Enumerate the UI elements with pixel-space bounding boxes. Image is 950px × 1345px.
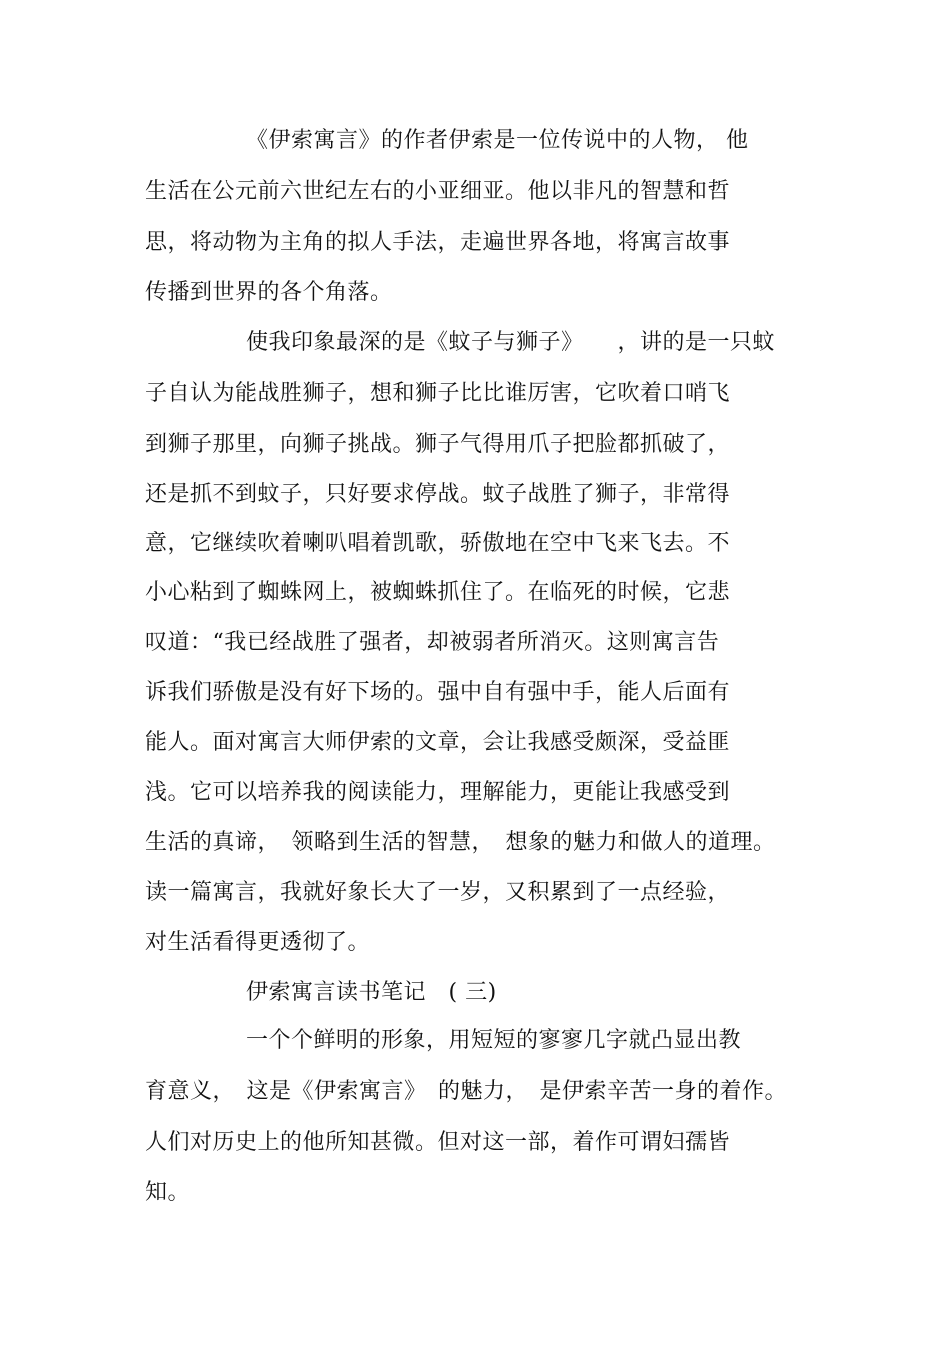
paragraph-2-line-13: 对生活看得更透彻了。 [145, 930, 371, 955]
section-heading: 伊索寓言读书笔记 ( 三) [246, 980, 497, 1005]
paragraph-2-line-9: 能人。面对寓言大师伊索的文章，会让我感受颇深，受益匪 [145, 730, 731, 755]
paragraph-1-line-2: 生活在公元前六世纪左右的小亚细亚。他以非凡的智慧和哲 [145, 179, 731, 204]
paragraph-2-line-8: 诉我们骄傲是没有好下场的。强中自有强中手，能人后面有 [145, 680, 731, 705]
paragraph-1-line-3: 思，将动物为主角的拟人手法，走遍世界各地，将寓言故事 [145, 230, 731, 255]
paragraph-2-line-5: 意，它继续吹着喇叭唱着凯歌，骄傲地在空中飞来飞去。不 [145, 531, 731, 556]
paragraph-1-line-1: 《伊索寓言》的作者伊索是一位传说中的人物， 他 [246, 128, 749, 153]
paragraph-3-line-2: 育意义， 这是《伊索寓言》 的魅力， 是伊索辛苦一身的着作。 [145, 1079, 788, 1104]
paragraph-2-line-4: 还是抓不到蚊子，只好要求停战。蚊子战胜了狮子，非常得 [145, 482, 731, 507]
paragraph-2-line-3: 到狮子那里，向狮子挑战。狮子气得用爪子把脸都抓破了， [145, 432, 731, 457]
paragraph-2-line-12: 读一篇寓言，我就好象长大了一岁，又积累到了一点经验， [145, 880, 731, 905]
paragraph-3-line-4: 知。 [145, 1180, 191, 1205]
paragraph-2-line-10: 浅。它可以培养我的阅读能力，理解能力，更能让我感受到 [145, 780, 731, 805]
paragraph-1-line-4: 传播到世界的各个角落。 [145, 280, 393, 305]
paragraph-2-line-6: 小心粘到了蜘蛛网上，被蜘蛛抓住了。在临死的时候，它悲 [145, 580, 731, 605]
paragraph-3-line-3: 人们对历史上的他所知甚微。但对这一部，着作可谓妇孺皆 [145, 1130, 731, 1155]
paragraph-3-line-1: 一个个鲜明的形象，用短短的寥寥几字就凸显出教 [246, 1028, 742, 1053]
paragraph-2-line-7: 叹道：“我已经战胜了强者，却被弱者所消灭。这则寓言告 [145, 630, 720, 655]
paragraph-2-line-2: 子自认为能战胜狮子，想和狮子比比谁厉害，它吹着口哨飞 [145, 381, 731, 406]
paragraph-2-line-11: 生活的真谛， 领略到生活的智慧， 想象的魅力和做人的道理。 [145, 830, 776, 855]
paragraph-2-line-1: 使我印象最深的是《蚊子与狮子》 ，讲的是一只蚊 [246, 330, 776, 355]
